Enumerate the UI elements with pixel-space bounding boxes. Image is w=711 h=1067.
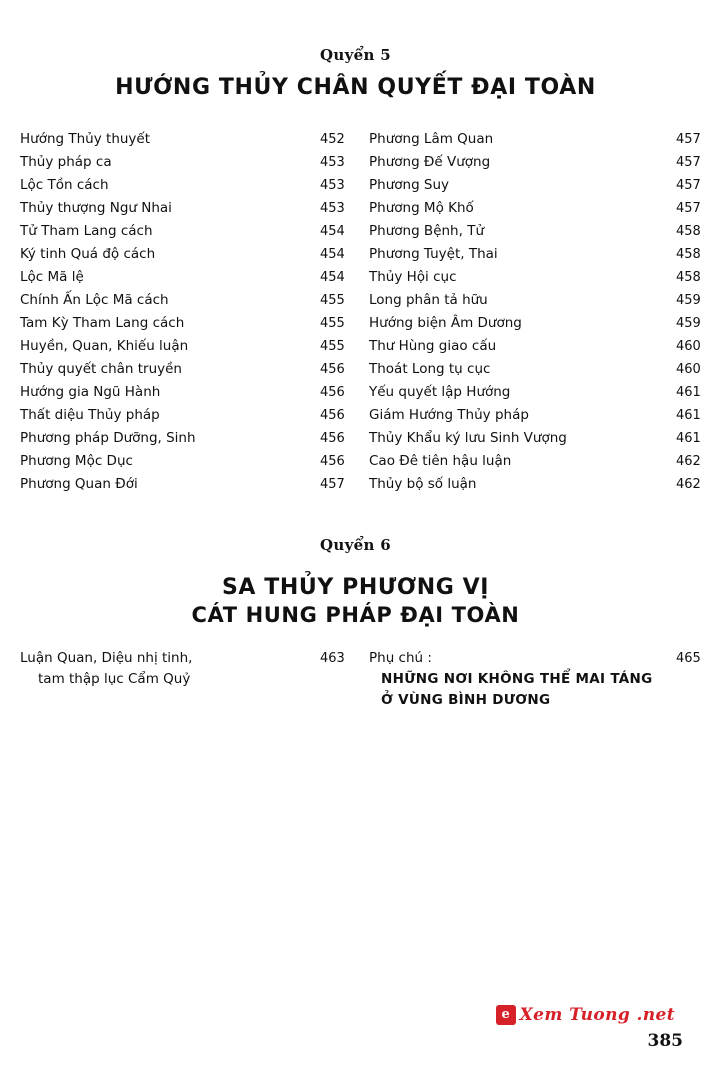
toc-entry-title: Lộc Mã lệ <box>20 269 84 285</box>
toc-entry-page: 454 <box>320 270 345 285</box>
toc-entry[interactable] <box>20 266 352 289</box>
toc-entry-page: 453 <box>320 155 345 170</box>
toc-column-right-5 <box>352 128 711 496</box>
toc-entry[interactable] <box>20 335 352 358</box>
toc-entry-page: 454 <box>320 224 345 239</box>
toc-entry-title: Tử Tham Lang cách <box>20 223 153 239</box>
toc-entry-title: Phương Mộc Dục <box>20 453 133 469</box>
toc-entry[interactable] <box>20 220 352 243</box>
section-heading-volume-6 <box>0 536 711 630</box>
toc-entry-page: 456 <box>320 362 345 377</box>
toc-entry-title: Thủy Khẩu ký lưu Sinh Vượng <box>369 430 567 446</box>
toc-entry[interactable] <box>369 381 711 404</box>
toc-entry[interactable] <box>20 450 352 473</box>
toc-entry-page: 463 <box>320 651 345 666</box>
toc-entry-title: Hướng biện Âm Dương <box>369 315 522 331</box>
toc-entry-title: Thủy pháp ca <box>20 154 112 170</box>
toc-entry-page: 460 <box>676 362 701 377</box>
toc-entry-title: Thủy quyết chân truyền <box>20 361 182 377</box>
toc-entry-page: 461 <box>676 408 701 423</box>
toc-entry[interactable] <box>369 335 711 358</box>
page-number: 385 <box>647 1031 683 1051</box>
toc-entry-title: Phương Đế Vượng <box>369 154 491 170</box>
toc-entry-page: 456 <box>320 408 345 423</box>
toc-entry[interactable] <box>369 151 711 174</box>
volume-title-6-line-2: CÁT HUNG PHÁP ĐẠI TOÀN <box>191 603 520 628</box>
toc-entry-title: Cao Đê tiên hậu luận <box>369 453 512 469</box>
toc-entry-title: Lộc Tồn cách <box>20 177 109 193</box>
toc-entry[interactable] <box>20 427 352 450</box>
toc-entry-note-line-1: NHỮNG NƠI KHÔNG THỂ MAI TÁNG <box>381 671 653 687</box>
toc-entry-title: Chính Ấn Lộc Mã cách <box>20 292 169 308</box>
toc-entry[interactable] <box>369 358 711 381</box>
volume-title-5: HƯỚNG THỦY CHÂN QUYẾT ĐẠI TOÀN <box>115 75 596 100</box>
toc-entry[interactable] <box>20 648 352 690</box>
toc-entry[interactable] <box>20 473 352 496</box>
toc-entry[interactable] <box>369 174 711 197</box>
toc-entry-page: 455 <box>320 293 345 308</box>
toc-entry[interactable] <box>369 289 711 312</box>
toc-entry-page: 462 <box>676 477 701 492</box>
toc-entry-page: 457 <box>676 132 701 147</box>
toc-entry-page: 453 <box>320 178 345 193</box>
toc-column-right-6 <box>352 648 711 711</box>
toc-entry[interactable] <box>20 197 352 220</box>
toc-entry-title: Phương Bệnh, Tử <box>369 223 484 239</box>
toc-entry[interactable] <box>369 266 711 289</box>
toc-entry[interactable] <box>20 404 352 427</box>
toc-entry-title: Thư Hùng giao cấu <box>369 338 497 354</box>
toc-entry-note-lead: Phụ chú : <box>369 650 432 666</box>
volume-label-5: Quyển 5 <box>320 46 391 64</box>
toc-entry-note <box>369 648 711 711</box>
toc-entry-page: 459 <box>676 316 701 331</box>
toc-entry-title: Hướng Thủy thuyết <box>20 131 151 147</box>
toc-entry-title: Phương Mộ Khố <box>369 200 474 216</box>
toc-entry-page: 459 <box>676 293 701 308</box>
watermark <box>496 1005 675 1025</box>
toc-entry-title: Phương pháp Dưỡng, Sinh <box>20 430 196 446</box>
toc-column-left-5 <box>0 128 352 496</box>
toc-entry-page: 455 <box>320 316 345 331</box>
toc-entry-title: Phương Suy <box>369 177 450 193</box>
toc-entry-page: 452 <box>320 132 345 147</box>
toc-entry[interactable] <box>20 358 352 381</box>
toc-entry-title: Yếu quyết lập Hướng <box>369 384 511 400</box>
toc-entry-page: 457 <box>676 155 701 170</box>
toc-entry-title: Thất diệu Thủy pháp <box>20 407 160 423</box>
toc-entry-page: 462 <box>676 454 701 469</box>
toc-entry-title: Huyền, Quan, Khiếu luận <box>20 338 189 354</box>
toc-entry[interactable] <box>20 312 352 335</box>
toc-entry[interactable] <box>369 128 711 151</box>
toc-volume-6 <box>0 648 711 711</box>
toc-entry[interactable] <box>369 197 711 220</box>
toc-entry-title: Thủy thượng Ngư Nhai <box>20 200 172 216</box>
toc-entry-title: Thủy Hội cục <box>369 269 457 285</box>
toc-entry-page: 457 <box>676 178 701 193</box>
toc-entry-page: 458 <box>676 270 701 285</box>
toc-entry-page: 457 <box>676 201 701 216</box>
toc-entry-page: 453 <box>320 201 345 216</box>
toc-entry[interactable] <box>369 404 711 427</box>
toc-entry-page: 455 <box>320 339 345 354</box>
toc-entry[interactable] <box>20 381 352 404</box>
toc-entry[interactable] <box>20 174 352 197</box>
toc-entry[interactable] <box>20 289 352 312</box>
volume-title-6-line-1: SA THỦY PHƯƠNG VỊ <box>221 575 490 600</box>
toc-entry-page: 458 <box>676 247 701 262</box>
toc-entry[interactable] <box>20 128 352 151</box>
toc-entry-title: Thủy bộ số luận <box>369 476 477 492</box>
toc-entry-title: Phương Tuyệt, Thai <box>369 246 498 262</box>
toc-entry-title: Thoát Long tụ cục <box>369 361 491 377</box>
toc-entry-note-line-2: Ở VÙNG BÌNH DƯƠNG <box>381 692 551 708</box>
toc-entry-title: Hướng gia Ngũ Hành <box>20 384 161 400</box>
toc-entry[interactable] <box>369 220 711 243</box>
toc-column-left-6 <box>0 648 352 711</box>
toc-entry-title-continued: tam thập lục Cẩm Quỷ <box>38 671 191 687</box>
toc-entry-title: Luận Quan, Diệu nhị tinh, <box>20 650 193 666</box>
toc-entry-title: Giám Hướng Thủy pháp <box>369 407 529 423</box>
watermark-badge-icon: e <box>496 1005 516 1025</box>
toc-entry-page: 461 <box>676 431 701 446</box>
toc-entry[interactable] <box>20 151 352 174</box>
volume-label-6: Quyển 6 <box>320 536 391 554</box>
toc-entry-title: Tam Kỳ Tham Lang cách <box>20 315 185 331</box>
toc-entry-page: 456 <box>320 385 345 400</box>
toc-volume-5 <box>0 128 711 496</box>
toc-entry-title: Ký tinh Quá độ cách <box>20 246 156 262</box>
toc-entry-title: Long phân tả hữu <box>369 292 488 308</box>
toc-entry[interactable] <box>369 648 711 711</box>
toc-entry-page: 456 <box>320 454 345 469</box>
toc-entry[interactable] <box>369 473 711 496</box>
toc-entry[interactable] <box>369 312 711 335</box>
toc-entry[interactable] <box>369 450 711 473</box>
toc-entry[interactable] <box>369 427 711 450</box>
toc-entry-page: 454 <box>320 247 345 262</box>
toc-entry-page: 456 <box>320 431 345 446</box>
watermark-text: Xem Tuong .net <box>519 1005 675 1025</box>
toc-entry-title: Phương Lâm Quan <box>369 131 494 147</box>
toc-entry-page: 465 <box>676 651 701 666</box>
section-heading-volume-5 <box>0 46 711 100</box>
toc-entry[interactable] <box>20 243 352 266</box>
toc-entry-page: 460 <box>676 339 701 354</box>
toc-entry-title: Phương Quan Đới <box>20 476 138 492</box>
toc-entry[interactable] <box>369 243 711 266</box>
toc-entry-page: 461 <box>676 385 701 400</box>
toc-entry-page: 458 <box>676 224 701 239</box>
toc-entry-page: 457 <box>320 477 345 492</box>
